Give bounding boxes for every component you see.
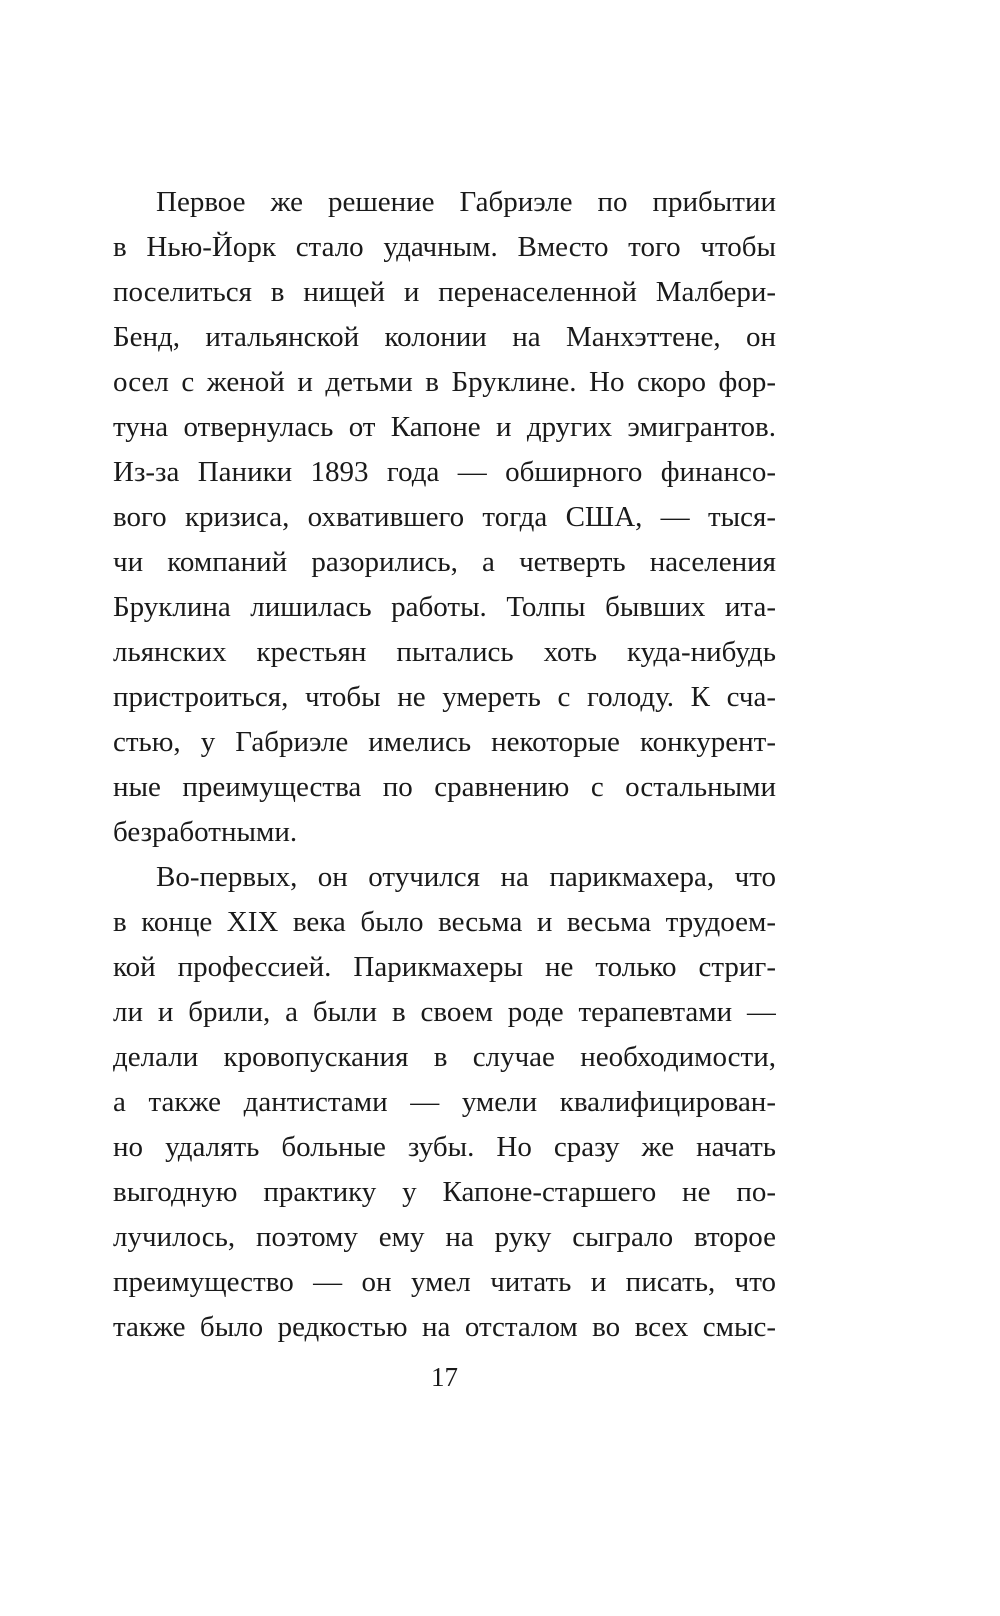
text-line: Во-первых, он отучился на парикмахера, что bbox=[156, 861, 776, 893]
text-line: Первое же решение Габриэле по прибытии bbox=[156, 186, 776, 218]
text-line: льянских крестьян пытались хоть куда-нибудь bbox=[113, 636, 776, 668]
text-line: кой профессией. Парикмахеры не только стриг- bbox=[113, 951, 776, 983]
text-line: осел с женой и детьми в Бруклине. Но скоро фор- bbox=[113, 366, 776, 398]
text-line: в Нью-Йорк стало удачным. Вместо того чтобы bbox=[113, 231, 776, 263]
text-line: лучилось, поэтому ему на руку сыграло второе bbox=[113, 1221, 776, 1253]
text-line: ные преимущества по сравнению с остальными bbox=[113, 771, 776, 803]
text-line: поселиться в нищей и перенаселенной Малбери- bbox=[113, 276, 776, 308]
text-line: Бенд, итальянской колонии на Манхэттене, он bbox=[113, 321, 776, 353]
text-line: стью, у Габриэле имелись некоторые конкурент- bbox=[113, 726, 776, 758]
text-line: ли и брили, а были в своем роде терапевтами — bbox=[113, 996, 776, 1028]
text-line: но удалять больные зубы. Но сразу же начать bbox=[113, 1131, 776, 1163]
text-line: также было редкостью на отсталом во всех смыс- bbox=[113, 1311, 776, 1343]
text-block bbox=[113, 180, 776, 1350]
text-line: пристроиться, чтобы не умереть с голоду. К сча- bbox=[113, 681, 776, 713]
text-line: безработными. bbox=[113, 816, 298, 848]
text-line: в конце XIX века было весьма и весьма трудоем- bbox=[113, 906, 776, 938]
text-line: туна отвернулась от Капоне и других эмигрантов. bbox=[113, 411, 776, 443]
text-line: Бруклина лишилась работы. Толпы бывших ита- bbox=[113, 591, 776, 623]
text-line: Из-за Паники 1893 года — обширного финансо- bbox=[113, 456, 776, 488]
text-line: а также дантистами — умели квалифицирован- bbox=[113, 1086, 776, 1118]
text-line: чи компаний разорились, а четверть населения bbox=[113, 546, 776, 578]
page-number: 17 bbox=[431, 1362, 458, 1392]
text-line: выгодную практику у Капоне-старшего не по- bbox=[113, 1176, 776, 1208]
text-line: делали кровопускания в случае необходимости, bbox=[113, 1041, 776, 1073]
text-line: преимущество — он умел читать и писать, что bbox=[113, 1266, 776, 1298]
text-line: вого кризиса, охватившего тогда США, — тыся- bbox=[113, 501, 776, 533]
